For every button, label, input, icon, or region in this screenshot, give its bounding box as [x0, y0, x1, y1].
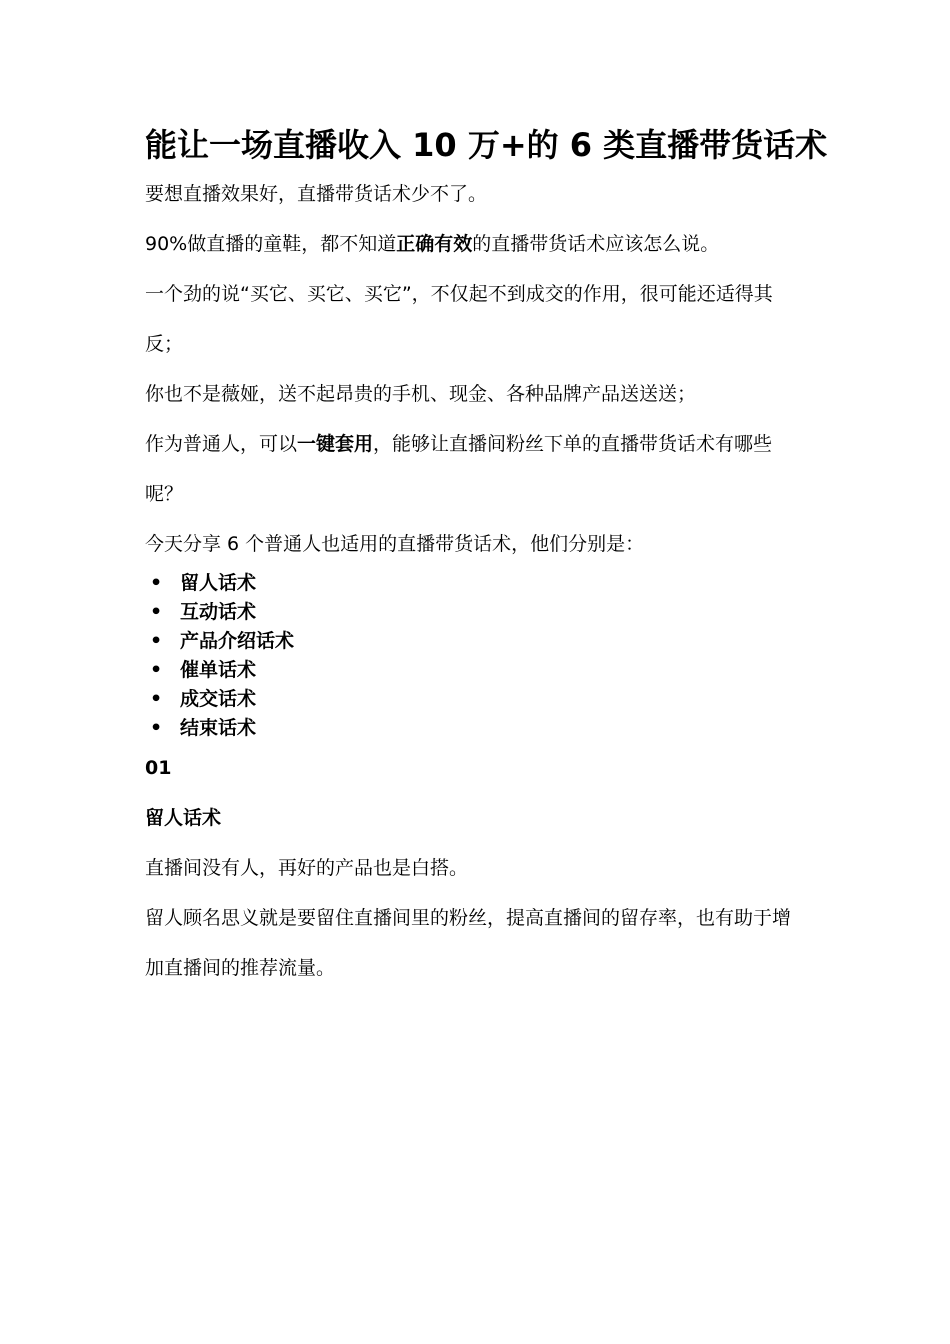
- section-heading: 留人话术: [145, 807, 222, 829]
- section-paragraph-1: 直播间没有人，再好的产品也是白搭。: [145, 857, 469, 879]
- document-page: [145, 121, 828, 993]
- list-item: [145, 598, 800, 627]
- list-item-label: 留人话术: [180, 572, 257, 594]
- bullet-icon: •: [150, 688, 163, 710]
- intro-paragraph-2-text-start: 90%做直播的童鞋，都不知道: [145, 233, 397, 255]
- intro-paragraph-5-text-start: 作为普通人，可以: [145, 433, 298, 455]
- intro-paragraph-6: 今天分享 6 个普通人也适用的直播带货话术，他们分别是：: [145, 533, 645, 555]
- intro-paragraph-4: 你也不是薇娅，送不起昂贵的手机、现金、各种品牌产品送送送；: [145, 383, 697, 405]
- list-item-label: 结束话术: [180, 717, 257, 739]
- list-item-label: 成交话术: [180, 688, 257, 710]
- intro-paragraph-5-bold: 一键套用: [297, 433, 374, 455]
- list-item-label: 催单话术: [180, 659, 257, 681]
- intro-paragraph-1: 要想直播效果好，直播带货话术少不了。: [145, 183, 488, 205]
- list-item: [145, 685, 800, 714]
- bullet-icon: •: [150, 630, 163, 652]
- list-item-label: 产品介绍话术: [180, 630, 295, 652]
- script-type-list: [145, 569, 800, 743]
- document-title: 能让一场直播收入 10 万+的 6 类直播带货话术: [145, 126, 828, 164]
- list-item: [145, 569, 800, 598]
- section-number: 01: [145, 757, 172, 779]
- intro-paragraph-5: [145, 419, 800, 519]
- section-paragraph-2: 留人顾名思义就是要留住直播间里的粉丝，提高直播间的留存率，也有助于增加直播间的推荐流量。: [145, 907, 792, 979]
- intro-paragraph-2: [145, 219, 800, 269]
- intro-paragraph-3: 一个劲的说“买它、买它、买它”，不仅起不到成交的作用，很可能还适得其反；: [145, 283, 773, 355]
- list-item: [145, 714, 800, 743]
- bullet-icon: •: [150, 601, 163, 623]
- intro-paragraph-2-text-end: 的直播带货话术应该怎么说。: [472, 233, 720, 255]
- bullet-icon: •: [150, 659, 163, 681]
- intro-paragraph-2-bold: 正确有效: [396, 233, 473, 255]
- bullet-icon: •: [150, 717, 163, 739]
- bullet-icon: •: [150, 572, 163, 594]
- list-item: [145, 627, 800, 656]
- list-item-label: 互动话术: [180, 601, 257, 623]
- intro-paragraph-5-text-end: ，能够让直播间粉丝下单的直播带货话术有哪些呢？: [145, 433, 773, 505]
- list-item: [145, 656, 800, 685]
